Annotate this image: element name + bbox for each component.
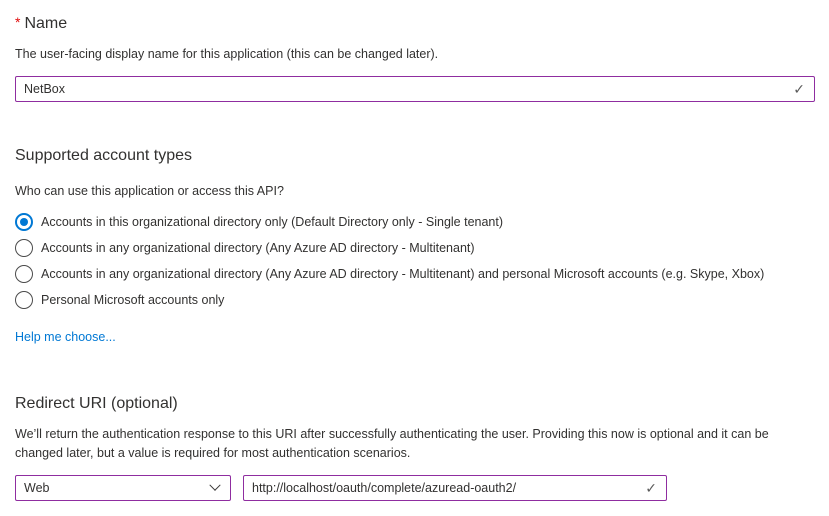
platform-select[interactable] [15, 475, 231, 501]
required-asterisk: * [15, 14, 21, 30]
chevron-down-icon [209, 480, 220, 491]
radio-button-icon[interactable] [15, 213, 33, 231]
name-input[interactable] [16, 77, 793, 101]
name-description: The user-facing display name for this application (this can be changed later). [15, 47, 439, 61]
name-title-text: Name [24, 15, 68, 32]
account-types-section [15, 145, 815, 346]
account-types-question: Who can use this application or access this API? [15, 184, 284, 198]
radio-option-multitenant-personal[interactable] [15, 261, 815, 287]
platform-select-value: Web [24, 481, 50, 495]
redirect-uri-input-container [243, 475, 667, 501]
account-types-radio-group [15, 209, 815, 313]
name-input-container [15, 76, 815, 102]
help-me-choose-link[interactable]: Help me choose... [15, 330, 116, 344]
radio-button-icon[interactable] [15, 291, 33, 309]
radio-option-label[interactable]: Personal Microsoft accounts only [41, 293, 225, 307]
redirect-uri-section [15, 393, 815, 501]
name-section-title [15, 11, 815, 35]
name-section [15, 11, 815, 102]
account-types-title: Supported account types [15, 147, 193, 164]
check-icon: ✓ [645, 480, 657, 496]
radio-option-label[interactable]: Accounts in this organizational directory only (Default Directory only - Single tenant) [41, 215, 504, 229]
redirect-uri-title: Redirect URI (optional) [15, 395, 178, 412]
redirect-uri-input[interactable] [244, 476, 645, 500]
check-icon: ✓ [793, 81, 805, 97]
radio-option-single-tenant[interactable] [15, 209, 815, 235]
radio-option-label[interactable]: Accounts in any organizational directory (Any Azure AD directory - Multitenant) [41, 241, 475, 255]
radio-option-multitenant[interactable] [15, 235, 815, 261]
radio-option-label[interactable]: Accounts in any organizational directory (Any Azure AD directory - Multitenant) and personal Microsoft accounts (e.g. Skype, Xbox) [41, 267, 765, 281]
radio-option-personal-only[interactable] [15, 287, 815, 313]
redirect-uri-row [15, 475, 815, 501]
redirect-uri-description: We’ll return the authentication response to this URI after successfully authenticating the user. Providing this now is optional and it can be changed later, but a value is required for most authentication scenarios. [15, 427, 769, 460]
radio-button-icon[interactable] [15, 239, 33, 257]
radio-button-icon[interactable] [15, 265, 33, 283]
